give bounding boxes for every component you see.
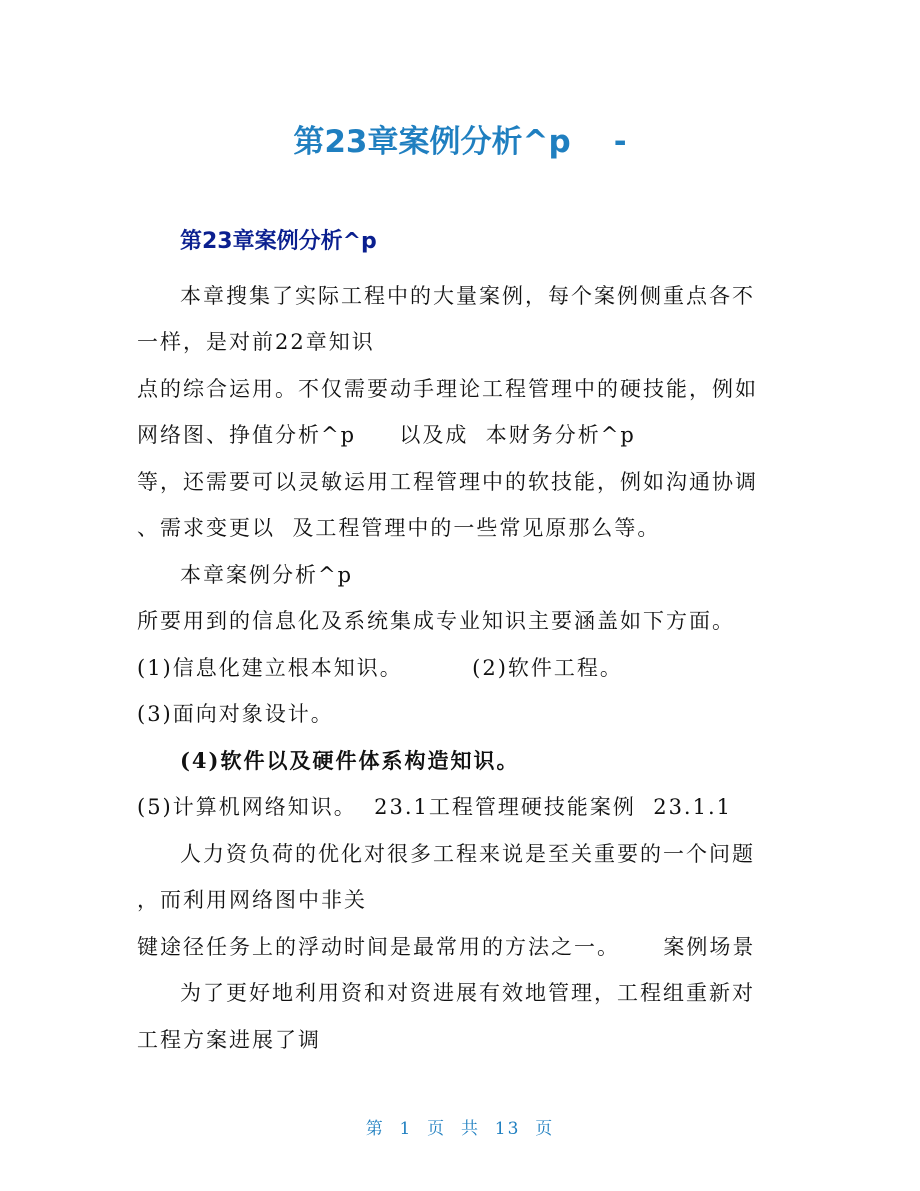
- paragraph-line: 本章案例分析^p: [180, 563, 354, 587]
- paragraph-line: 所要用到的信息化及系统集成专业知识主要涵盖如下方面。: [137, 609, 735, 633]
- paragraph-line: 点的综合运用。不仅需要动手理论工程管理中的硬技能，例如: [137, 377, 758, 401]
- paragraph-line: 工程方案进展了调: [137, 1028, 321, 1052]
- document-title: 第23章案例分析^p -: [293, 124, 627, 160]
- paragraph-line: 人力资负荷的优化对很多工程来说是至关重要的一个问题: [180, 842, 755, 866]
- paragraph-line: ，而利用网络图中非关: [137, 888, 367, 912]
- paragraph-line: 为了更好地利用资和对资进展有效地管理，工程组重新对: [180, 981, 755, 1005]
- page-footer: 第 1 页 共 13 页: [365, 1119, 555, 1139]
- list-item: (1)信息化建立根本知识。 (2)软件工程。: [137, 656, 623, 680]
- list-item: (3)面向对象设计。: [137, 702, 334, 726]
- paragraph-line: 等，还需要可以灵敏运用工程管理中的软技能，例如沟通协调: [137, 470, 758, 494]
- paragraph-line: 、需求变更以 及工程管理中的一些常见原那么等。: [137, 516, 661, 540]
- paragraph-line: 网络图、挣值分析^p 以及成 本财务分析^p: [137, 423, 636, 447]
- list-item: (4)软件以及硬件体系构造知识。: [180, 748, 520, 773]
- paragraph-line: 本章搜集了实际工程中的大量案例，每个案例侧重点各不: [180, 284, 755, 308]
- section-heading: 第23章案例分析^p: [180, 229, 377, 254]
- paragraph-line: 键途径任务上的浮动时间是最常用的方法之一。 案例场景: [137, 935, 756, 959]
- list-item: (5)计算机网络知识。 23.1工程管理硬技能案例 23.1.1: [137, 795, 732, 819]
- paragraph-line: 一样，是对前22章知识: [137, 330, 375, 354]
